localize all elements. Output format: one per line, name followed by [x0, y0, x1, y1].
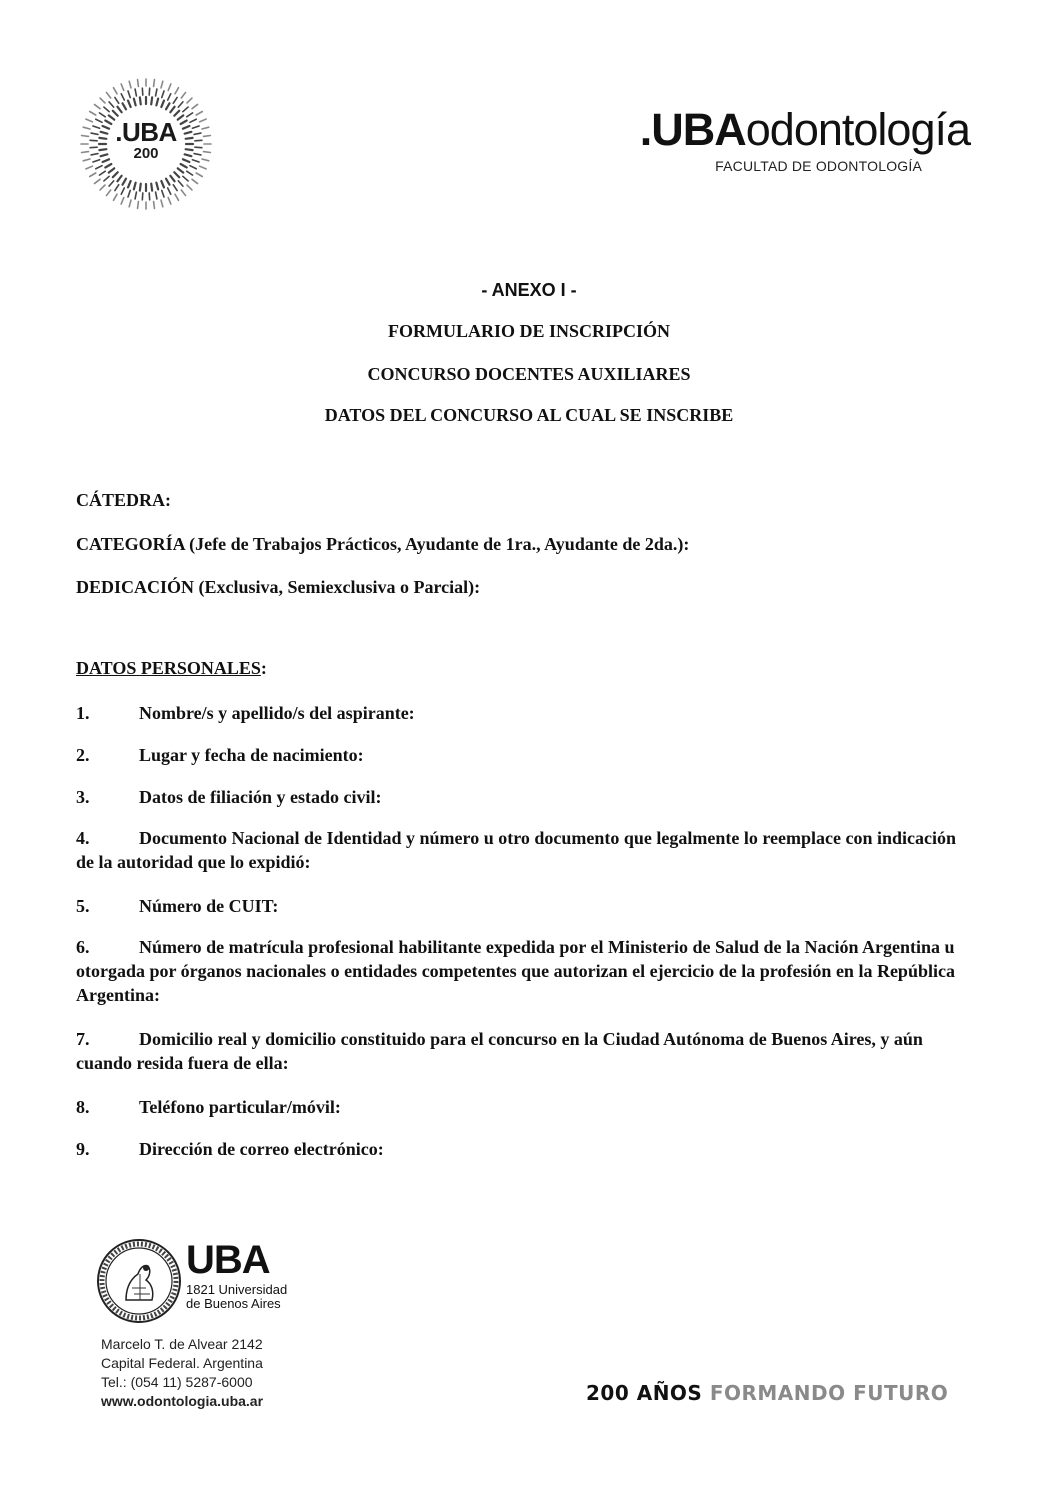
personal-item-number: 6. — [76, 937, 90, 957]
form-title: FORMULARIO DE INSCRIPCIÓN — [387, 321, 670, 341]
personal-item-text: Lugar y fecha de nacimiento: — [139, 745, 364, 765]
uba-footer-logo — [186, 1240, 287, 1311]
personal-item — [76, 785, 966, 809]
uba-footer-logo-text: UBA — [186, 1238, 270, 1282]
personal-item-number: 5. — [76, 896, 90, 916]
personal-data-heading — [76, 656, 966, 680]
personal-item-number: 9. — [76, 1139, 90, 1159]
personal-item-text: Dirección de correo electrónico: — [139, 1139, 384, 1159]
uba-footer-logo-line1: 1821 Universidad — [186, 1282, 288, 1297]
address-street: Marcelo T. de Alvear 2142 — [101, 1336, 263, 1352]
personal-item-number: 8. — [76, 1097, 90, 1117]
footer-address — [101, 1335, 263, 1411]
faculty-brand-wordmark — [640, 104, 970, 156]
personal-item — [76, 1137, 966, 1161]
personal-item-number: 4. — [76, 828, 90, 848]
slogan-years: 200 AÑOS — [586, 1381, 703, 1405]
brand-uba: .UBA — [639, 104, 746, 155]
contest-data-title: DATOS DEL CONCURSO AL CUAL SE INSCRIBE — [324, 405, 734, 425]
personal-item-text: Número de CUIT: — [139, 896, 279, 916]
personal-item-text: Documento Nacional de Identidad y número u otro documento que legalmente lo reemplace con indicación de la autoridad que lo expidió: — [76, 828, 956, 872]
uba-200-logo-line1: .UBA — [115, 117, 177, 147]
personal-item-text: Número de matrícula profesional habilitante expedida por el Ministerio de Salud de la Nación Argentina u otorgada por órganos nacionales o entidades competentes que autorizan el ejercicio de la profesión en la República Argentina: — [76, 937, 955, 1005]
address-website: www.odontologia.uba.ar — [101, 1393, 264, 1409]
dedication-field-label: DEDICACIÓN (Exclusiva, Semiexclusiva o Parcial): — [76, 577, 481, 597]
uba-footer-logo-line2: de Buenos Aires — [186, 1296, 281, 1311]
uba-200-logo-line2: 200 — [133, 145, 159, 162]
personal-item-number: 7. — [76, 1029, 90, 1049]
faculty-brand — [640, 104, 970, 174]
contest-title: CONCURSO DOCENTES AUXILIARES — [367, 364, 691, 384]
personal-item — [76, 935, 966, 1007]
personal-item — [76, 1027, 966, 1075]
address-city: Capital Federal. Argentina — [101, 1355, 263, 1371]
category-field-label: CATEGORÍA (Jefe de Trabajos Prácticos, Ayudante de 1ra., Ayudante de 2da.): — [76, 534, 690, 554]
personal-item — [76, 743, 966, 767]
personal-item-text: Domicilio real y domicilio constituido para el concurso en la Ciudad Autónoma de Buenos Aires, y aún cuando resida fuera de ella: — [76, 1029, 923, 1073]
personal-item-text: Datos de filiación y estado civil: — [139, 787, 382, 807]
brand-odontologia: odontología — [745, 104, 970, 155]
personal-item — [76, 1095, 966, 1119]
slogan-future: FORMANDO FUTURO — [709, 1381, 949, 1405]
personal-item-number: 2. — [76, 745, 90, 765]
personal-item-text: Nombre/s y apellido/s del aspirante: — [139, 703, 415, 723]
chair-field-label: CÁTEDRA: — [76, 490, 172, 510]
personal-item — [76, 894, 966, 918]
personal-item-number: 1. — [76, 703, 90, 723]
personal-data-heading-text: DATOS PERSONALES — [76, 658, 261, 678]
footer-slogan — [586, 1381, 948, 1405]
personal-item-text: Teléfono particular/móvil: — [139, 1097, 341, 1117]
personal-item — [76, 826, 966, 874]
personal-item — [76, 701, 966, 725]
university-seal-icon — [96, 1238, 182, 1324]
address-phone: Tel.: (054 11) 5287-6000 — [101, 1374, 253, 1390]
personal-item-number: 3. — [76, 787, 90, 807]
annex-title: - ANEXO I - — [481, 280, 577, 300]
uba-200-logo-text — [78, 118, 214, 162]
personal-data-heading-colon: : — [260, 658, 267, 678]
faculty-brand-subtitle: FACULTAD DE ODONTOLOGÍA — [715, 158, 922, 174]
